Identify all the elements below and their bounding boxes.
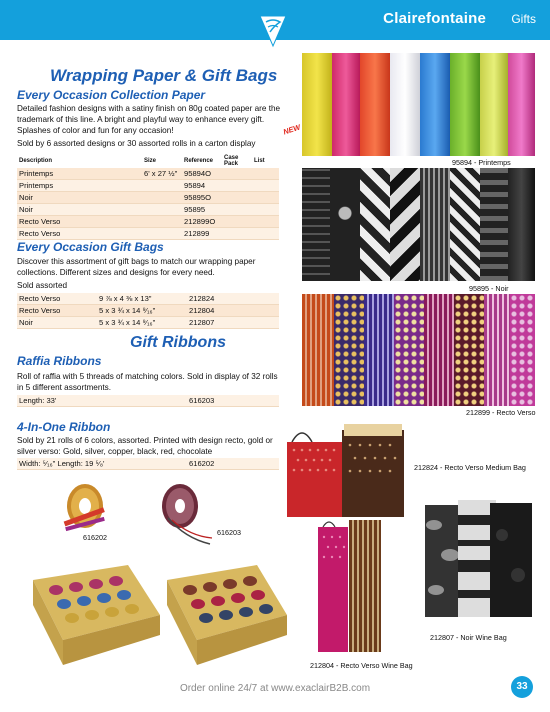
row-description: Recto Verso (17, 228, 142, 240)
col-list: List (252, 154, 279, 168)
row-reference: 212899 (182, 228, 222, 240)
new-badge: NEW (282, 122, 302, 137)
row-list (252, 180, 279, 192)
raffia-heading: Raffia Ribbons (17, 354, 102, 368)
row-reference: 212804 (187, 305, 279, 317)
recto-verso-caption: 212899 - Recto Verso (466, 408, 536, 417)
table-row (17, 458, 279, 470)
col-description: Description (17, 154, 142, 168)
ribbon-display-box-image (28, 560, 163, 670)
col-size: Size (142, 154, 182, 168)
fourinone-table (17, 458, 279, 470)
table-row (17, 180, 279, 192)
bags-heading: Every Occasion Gift Bags (17, 240, 164, 254)
brand-name: Clairefontaine (383, 10, 486, 27)
row-list (252, 216, 279, 228)
row-description: Noir (17, 192, 142, 204)
row-size (142, 216, 182, 228)
fourinone-body: Sold by 21 rolls of 6 colors, assorted. Printed with design recto, gold or silver verso: Gold, silver, copper, black, red, chocolate (17, 436, 273, 456)
medium-bags-image (282, 420, 417, 520)
bags-sold: Sold assorted (17, 281, 68, 290)
row-case-pack (222, 204, 252, 216)
row-size (142, 204, 182, 216)
table-row (17, 228, 279, 240)
row-reference: 95894O (182, 168, 222, 180)
ribbon-caption-1: 616202 (83, 533, 107, 542)
collection-heading: Every Occasion Collection Paper (17, 88, 206, 102)
row-reference: 95894 (182, 180, 222, 192)
row-size: 9 ⅞ x 4 ⅜ x 13" (97, 293, 187, 305)
row-description: Printemps (17, 180, 142, 192)
clairefontaine-logo-icon (258, 14, 288, 48)
printemps-caption: 95894 - Printemps (452, 158, 511, 167)
collection-sold: Sold by 6 assorted designs or 30 assorted rolls in a carton display (17, 139, 256, 148)
printemps-rolls-image (302, 53, 535, 156)
raffia-table (17, 395, 279, 407)
fourinone-heading: 4-In-One Ribbon (17, 420, 111, 434)
noir-rolls-image (302, 168, 535, 281)
row-size: Length: 33' (17, 395, 187, 407)
row-size: 5 x 3 ¾ x 14 ⁹⁄₁₆" (97, 305, 187, 317)
row-description: Recto Verso (17, 216, 142, 228)
ribbon-caption-2: 616203 (217, 528, 241, 537)
table-row (17, 204, 279, 216)
table-row (17, 317, 279, 329)
bags-body: Discover this assortment of gift bags to match our wrapping paper collections. Different sizes and designs for every need. (17, 257, 256, 277)
table-row (17, 168, 279, 180)
raffia-body: Roll of raffia with 5 threads of matching colors. Sold in display of 32 rolls in 5 different assortments. (17, 372, 278, 392)
row-case-pack (222, 228, 252, 240)
row-size (142, 192, 182, 204)
row-list (252, 204, 279, 216)
row-description: Recto Verso (17, 293, 97, 305)
noir-bag-caption: 212807 - Noir Wine Bag (430, 633, 507, 642)
collection-body: Detailed fashion designs with a satiny finish on 80g coated paper are the trademark of this line. A bright and playful way to enhance every gift. Splashes of color and fun for any occasion! (17, 104, 281, 135)
collection-table (17, 154, 279, 240)
table-row (17, 192, 279, 204)
row-reference: 95895 (182, 204, 222, 216)
col-reference: Reference (182, 154, 222, 168)
footer-text: Order online 24/7 at www.exaclairB2B.com (179, 683, 371, 694)
ribbon-spool-image (55, 476, 115, 536)
row-description: Recto Verso (17, 305, 97, 317)
wine-bags-image (315, 515, 390, 655)
table-row (17, 216, 279, 228)
row-reference: 616203 (187, 395, 279, 407)
ribbons-title: Gift Ribbons (130, 334, 226, 351)
noir-caption: 95895 - Noir (469, 284, 509, 293)
row-list (252, 168, 279, 180)
table-row (17, 305, 279, 317)
row-reference: 212824 (187, 293, 279, 305)
table-row (17, 293, 279, 305)
row-size (142, 180, 182, 192)
medium-bag-caption: 212824 - Recto Verso Medium Bag (414, 463, 526, 472)
row-description: Noir (17, 317, 97, 329)
row-size: 6' x 27 ½" (142, 168, 182, 180)
row-description: Noir (17, 204, 142, 216)
row-list (252, 192, 279, 204)
row-reference: 95895O (182, 192, 222, 204)
raffia-spool-image (150, 478, 220, 548)
col-case-pack: Case Pack (222, 154, 252, 168)
row-list (252, 228, 279, 240)
noir-wine-bags-image (420, 495, 535, 620)
row-reference: 616202 (187, 458, 279, 470)
row-description: Printemps (17, 168, 142, 180)
row-case-pack (222, 216, 252, 228)
row-reference: 212807 (187, 317, 279, 329)
wine-bag-caption: 212804 - Recto Verso Wine Bag (310, 661, 413, 670)
raffia-display-box-image (162, 560, 290, 670)
row-case-pack (222, 168, 252, 180)
row-case-pack (222, 192, 252, 204)
row-case-pack (222, 180, 252, 192)
page-title: Wrapping Paper & Gift Bags (50, 66, 278, 85)
recto-verso-rolls-image (302, 294, 535, 406)
table-row (17, 395, 279, 407)
page-number: 33 (511, 676, 533, 698)
section-name: Gifts (511, 12, 536, 26)
row-size: 5 x 3 ¾ x 14 ⁹⁄₁₆" (97, 317, 187, 329)
row-size (142, 228, 182, 240)
bags-table (17, 293, 279, 329)
row-size: Width: ⁵⁄₁₆" Length: 19 ⁵⁄₈' (17, 458, 187, 470)
row-reference: 212899O (182, 216, 222, 228)
